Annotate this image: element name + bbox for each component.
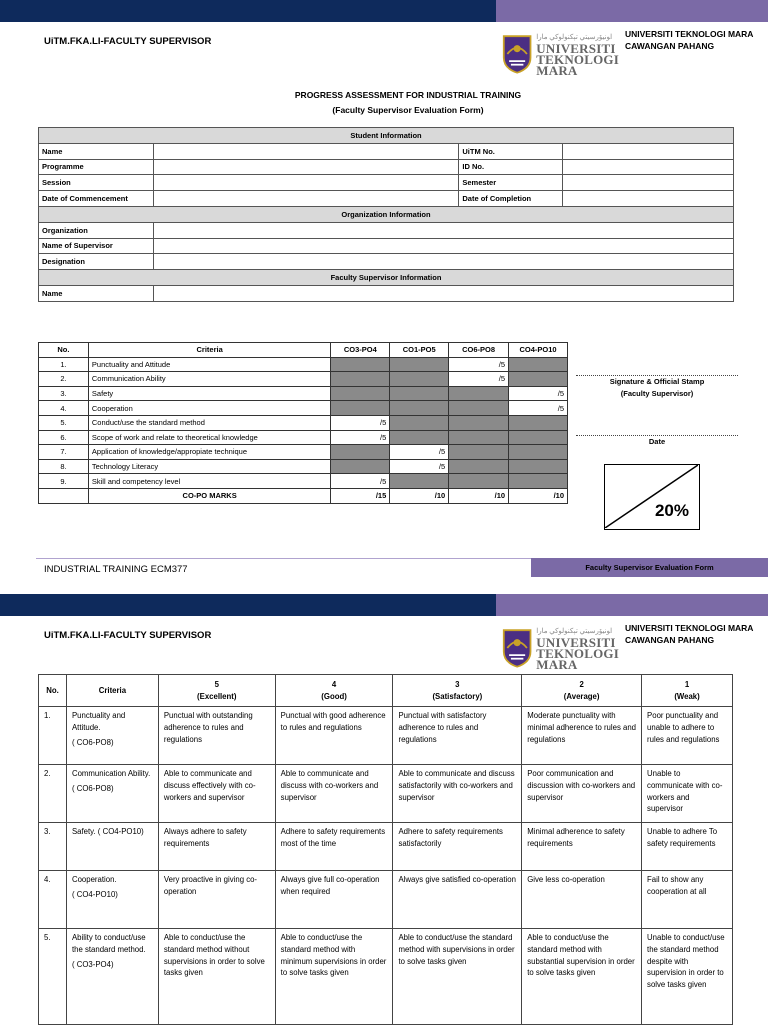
- logo-text-3-2: MARA: [536, 657, 578, 672]
- rubric-header-bottom: (Satisfactory): [432, 691, 483, 701]
- footer-right: Faculty Supervisor Evaluation Form: [585, 563, 714, 572]
- rubric-criteria-code: ( CO6-PO8): [71, 783, 114, 793]
- university-name: [625, 28, 753, 52]
- mark-cell[interactable]: /5: [390, 445, 449, 460]
- shaded-cell: [331, 459, 390, 474]
- rubric-descriptor: Adhere to safety requirements most of the time: [275, 823, 393, 871]
- crest-icon: [502, 626, 532, 670]
- rubric-criteria: [66, 823, 158, 871]
- student-info-table: [38, 127, 734, 302]
- criteria-name: Communication Ability: [88, 372, 331, 387]
- signature-block: [576, 376, 738, 400]
- criteria-row: [39, 401, 568, 416]
- label-fs-name: Name: [39, 285, 154, 301]
- rubric-criteria: [66, 707, 158, 765]
- rubric-descriptor: Able to conduct/use the standard method with substantial supervision in order to solve tasks given: [522, 929, 642, 1025]
- weight-value: 20%: [654, 501, 689, 520]
- mark-cell[interactable]: /5: [449, 357, 509, 372]
- rubric-header: [642, 675, 733, 707]
- criteria-no: 7.: [39, 445, 89, 460]
- rubric-header: [39, 675, 67, 707]
- form-title: [0, 88, 768, 118]
- label-date-commencement: Date of Commencement: [39, 191, 154, 207]
- rubric-descriptor: Able to communicate and discuss effectively with co-workers and supervisor: [158, 765, 275, 823]
- field-organization[interactable]: [153, 222, 733, 238]
- total-co3-po4: /15: [331, 488, 390, 503]
- criteria-no: 6.: [39, 430, 89, 445]
- label-organization: Organization: [39, 222, 154, 238]
- label-uitm-no: UiTM No.: [459, 143, 563, 159]
- university-line-1-2: UNIVERSITI TEKNOLOGI MARA: [625, 623, 754, 633]
- totals-label: CO-PO MARKS: [88, 488, 331, 503]
- logo-text-3: MARA: [536, 63, 578, 78]
- rubric-descriptor: Very proactive in giving co-operation: [158, 871, 275, 929]
- shaded-cell: [509, 357, 568, 372]
- rubric-no: 1.: [39, 707, 67, 765]
- criteria-row: [39, 474, 568, 489]
- date-line: [576, 435, 738, 436]
- weight-box: [604, 464, 700, 530]
- label-date-completion: Date of Completion: [459, 191, 563, 207]
- logo-text-1: UNIVERSITI: [536, 41, 616, 56]
- field-supervisor[interactable]: [153, 238, 733, 254]
- shaded-cell: [509, 474, 568, 489]
- field-date-commencement[interactable]: [153, 191, 458, 207]
- criteria-no: 8.: [39, 459, 89, 474]
- rubric-header-top: No.: [46, 685, 59, 695]
- criteria-row: [39, 445, 568, 460]
- criteria-name: Punctuality and Attitude: [88, 357, 331, 372]
- rubric-header-top: 1: [684, 679, 690, 689]
- col-co1-po5: CO1-PO5: [390, 343, 449, 358]
- shaded-cell: [390, 430, 449, 445]
- rubric-no: 2.: [39, 765, 67, 823]
- rubric-criteria-label: Ability to conduct/use the standard method.: [71, 933, 146, 954]
- shaded-cell: [449, 430, 509, 445]
- shaded-cell: [449, 401, 509, 416]
- shaded-cell: [331, 386, 390, 401]
- university-line-1: UNIVERSITI TEKNOLOGI MARA: [625, 29, 754, 39]
- shaded-cell: [509, 459, 568, 474]
- mark-cell[interactable]: /5: [331, 474, 390, 489]
- shaded-cell: [331, 445, 390, 460]
- date-label: Date: [648, 437, 666, 446]
- org-info-heading: Organization Information: [39, 206, 734, 222]
- total-co4-po10: /10: [509, 488, 568, 503]
- crest-icon: [502, 32, 532, 76]
- mark-cell[interactable]: /5: [509, 386, 568, 401]
- fs-info-heading: Faculty Supervisor Information: [39, 270, 734, 286]
- shaded-cell: [331, 372, 390, 387]
- label-session: Session: [39, 175, 154, 191]
- rubric-row: [39, 823, 733, 871]
- logo-arabic: ﺍﻮﻧﻴﯚﺭﺳﻴﺘﻲ ﺗﯧﮑﻨﻮﻟﻮﮐﻲ ﻣﺎﺭﺍ: [536, 33, 613, 41]
- rubric-criteria-code: ( CO3-PO4): [71, 959, 114, 969]
- signature-label: Signature & Official Stamp: [609, 377, 705, 386]
- criteria-no: 2.: [39, 372, 89, 387]
- shaded-cell: [509, 372, 568, 387]
- uitm-logo-2: [496, 616, 619, 680]
- university-line-2-2: CAWANGAN PAHANG: [625, 635, 715, 645]
- field-designation[interactable]: [153, 254, 733, 270]
- shaded-cell: [509, 430, 568, 445]
- rubric-criteria: [66, 871, 158, 929]
- rubric-descriptor: Unable to adhere To safety requirements: [642, 823, 733, 871]
- rubric-header-top: 3: [455, 679, 460, 689]
- rubric-descriptor: Able to communicate and discuss satisfactorily with co-workers and supervisor: [393, 765, 522, 823]
- rubric-descriptor: Poor punctuality and unable to adhere to rules and regulations: [642, 707, 733, 765]
- shaded-cell: [509, 445, 568, 460]
- criteria-row: [39, 459, 568, 474]
- logo-text-1-2: UNIVERSITI: [536, 635, 616, 650]
- criteria-row: [39, 357, 568, 372]
- rubric-descriptor: Moderate punctuality with minimal adherence to rules and regulations: [522, 707, 642, 765]
- rubric-row: [39, 929, 733, 1025]
- col-co3-po4: CO3-PO4: [331, 343, 390, 358]
- rubric-row: [39, 765, 733, 823]
- rubric-descriptor: Always adhere to safety requirements: [158, 823, 275, 871]
- rubric-header: [275, 675, 393, 707]
- rubric-criteria: [66, 929, 158, 1025]
- criteria-no: 1.: [39, 357, 89, 372]
- rubric-descriptor: Poor communication and discussion with co-workers and supervisor: [522, 765, 642, 823]
- col-co4-po10: CO4-PO10: [509, 343, 568, 358]
- mark-cell[interactable]: /5: [331, 415, 390, 430]
- rubric-descriptor: Able to conduct/use the standard method with minimum supervisions in order to solve tasks given: [275, 929, 393, 1025]
- mark-cell[interactable]: /5: [449, 372, 509, 387]
- shaded-cell: [449, 415, 509, 430]
- rubric-header-bottom: (Good): [321, 691, 347, 701]
- field-id-no[interactable]: [563, 159, 734, 175]
- rubric-criteria: [66, 765, 158, 823]
- col-criteria: Criteria: [88, 343, 331, 358]
- rubric-no: 5.: [39, 929, 67, 1025]
- header-left: UiTM.FKA.LI-FACULTY SUPERVISOR: [44, 36, 212, 47]
- shaded-cell: [449, 474, 509, 489]
- criteria-name: Application of knowledge/appropiate technique: [88, 445, 331, 460]
- rubric-criteria-code: ( CO6-PO8): [71, 737, 114, 747]
- mark-cell[interactable]: /5: [509, 401, 568, 416]
- label-semester: Semester: [459, 175, 563, 191]
- rubric-descriptor: Able to conduct/use the standard method without supervisions in order to solve tasks given: [158, 929, 275, 1025]
- mark-cell[interactable]: /5: [331, 430, 390, 445]
- field-name[interactable]: [153, 143, 458, 159]
- field-date-completion[interactable]: [563, 191, 734, 207]
- signature-sub: (Faculty Supervisor): [620, 389, 694, 398]
- shaded-cell: [390, 401, 449, 416]
- rubric-header-bottom: (Weak): [674, 691, 700, 701]
- uitm-logo: [496, 22, 619, 86]
- criteria-name: Conduct/use the standard method: [88, 415, 331, 430]
- label-name: Name: [39, 143, 154, 159]
- criteria-name: Cooperation: [88, 401, 331, 416]
- criteria-no: 9.: [39, 474, 89, 489]
- col-no: No.: [39, 343, 89, 358]
- shaded-cell: [449, 445, 509, 460]
- rubric-criteria-label: Communication Ability.: [71, 769, 151, 778]
- top-bar-purple-2: [496, 594, 768, 616]
- rubric-header: [66, 675, 158, 707]
- criteria-row: [39, 415, 568, 430]
- rubric-header-top: 5: [214, 679, 219, 689]
- header-left-2: UiTM.FKA.LI-FACULTY SUPERVISOR: [44, 630, 212, 641]
- label-designation: Designation: [39, 254, 154, 270]
- rubric-row: [39, 707, 733, 765]
- rubric-header: [393, 675, 522, 707]
- rubric-no: 3.: [39, 823, 67, 871]
- criteria-no: 4.: [39, 401, 89, 416]
- rubric-row: [39, 871, 733, 929]
- criteria-name: Scope of work and relate to theoretical knowledge: [88, 430, 331, 445]
- logo-arabic-2: ﺍﻮﻧﻴﯚﺭﺳﻴﺘﻲ ﺗﯧﮑﻨﻮﻟﻮﮐﻲ ﻣﺎﺭﺍ: [536, 627, 613, 635]
- mark-cell[interactable]: /5: [390, 459, 449, 474]
- total-co1-po5: /10: [390, 488, 449, 503]
- field-fs-name[interactable]: [153, 285, 733, 301]
- footer-right-box: [531, 558, 768, 577]
- field-semester[interactable]: [563, 175, 734, 191]
- criteria-name: Safety: [88, 386, 331, 401]
- rubric-descriptor: Always give full co-operation when required: [275, 871, 393, 929]
- rubric-descriptor: Punctual with outstanding adherence to rules and regulations: [158, 707, 275, 765]
- shaded-cell: [390, 357, 449, 372]
- rubric-descriptor: Punctual with satisfactory adherence to rules and regulations: [393, 707, 522, 765]
- criteria-name: Skill and competency level: [88, 474, 331, 489]
- rubric-header-top: 4: [331, 679, 337, 689]
- university-line-2: CAWANGAN PAHANG: [625, 41, 715, 51]
- criteria-table: [38, 342, 568, 504]
- field-programme[interactable]: [153, 159, 458, 175]
- shaded-cell: [390, 474, 449, 489]
- rubric-descriptor: Able to communicate and discuss with co-workers and supervisor: [275, 765, 393, 823]
- shaded-cell: [449, 459, 509, 474]
- rubric-table: [38, 674, 733, 1025]
- rubric-descriptor: Always give satisfied co-operation: [393, 871, 522, 929]
- shaded-cell: [390, 415, 449, 430]
- label-id-no: ID No.: [459, 159, 563, 175]
- rubric-descriptor: Able to conduct/use the standard method with supervisions in order to solve tasks given: [393, 929, 522, 1025]
- top-bar-navy-2: [0, 594, 496, 616]
- criteria-row: [39, 372, 568, 387]
- rubric-header: [522, 675, 642, 707]
- label-supervisor: Name of Supervisor: [39, 238, 154, 254]
- rubric-descriptor: Punctual with good adherence to rules and regulations: [275, 707, 393, 765]
- rubric-descriptor: Unable to communicate with co-workers and supervisor: [642, 765, 733, 823]
- criteria-name: Technology Literacy: [88, 459, 331, 474]
- totals-no: [39, 488, 89, 503]
- field-uitm-no[interactable]: [563, 143, 734, 159]
- criteria-no: 5.: [39, 415, 89, 430]
- field-session[interactable]: [153, 175, 458, 191]
- total-co6-po8: /10: [449, 488, 509, 503]
- student-info-heading: Student Information: [39, 128, 734, 144]
- criteria-no: 3.: [39, 386, 89, 401]
- shaded-cell: [331, 401, 390, 416]
- top-bar-purple: [496, 0, 768, 22]
- rubric-criteria-label: Cooperation.: [71, 875, 117, 884]
- rubric-descriptor: Fail to show any cooperation at all: [642, 871, 733, 929]
- rubric-descriptor: Unable to conduct/use the standard method despite with supervision in order to solve tasks given: [642, 929, 733, 1025]
- criteria-row: [39, 386, 568, 401]
- subtitle: (Faculty Supervisor Evaluation Form): [332, 105, 484, 115]
- shaded-cell: [509, 415, 568, 430]
- rubric-header-top: 2: [579, 679, 584, 689]
- title: PROGRESS ASSESSMENT FOR INDUSTRIAL TRAINING: [294, 90, 522, 100]
- rubric-no: 4.: [39, 871, 67, 929]
- col-co6-po8: CO6-PO8: [449, 343, 509, 358]
- label-programme: Programme: [39, 159, 154, 175]
- shaded-cell: [331, 357, 390, 372]
- top-bar-navy: [0, 0, 496, 22]
- university-name-2: [625, 622, 753, 646]
- rubric-descriptor: Give less co-operation: [522, 871, 642, 929]
- rubric-descriptor: Minimal adherence to safety requirements: [522, 823, 642, 871]
- rubric-descriptor: Adhere to safety requirements satisfactorily: [393, 823, 522, 871]
- rubric-header-top: Criteria: [98, 685, 127, 695]
- logo-text-2-2: TEKNOLOGI: [536, 646, 619, 661]
- shaded-cell: [390, 386, 449, 401]
- rubric-header: [158, 675, 275, 707]
- shaded-cell: [449, 386, 509, 401]
- rubric-header-bottom: (Excellent): [197, 691, 237, 701]
- rubric-header-bottom: (Average): [563, 691, 600, 701]
- shaded-cell: [390, 372, 449, 387]
- rubric-criteria-label: Safety. ( CO4-PO10): [71, 827, 144, 836]
- footer-left: INDUSTRIAL TRAINING ECM377: [44, 564, 188, 575]
- rubric-criteria-code: ( CO4-PO10): [71, 889, 118, 899]
- rubric-criteria-label: Punctuality and Attitude.: [71, 711, 126, 732]
- logo-text-2: TEKNOLOGI: [536, 52, 619, 67]
- criteria-row: [39, 430, 568, 445]
